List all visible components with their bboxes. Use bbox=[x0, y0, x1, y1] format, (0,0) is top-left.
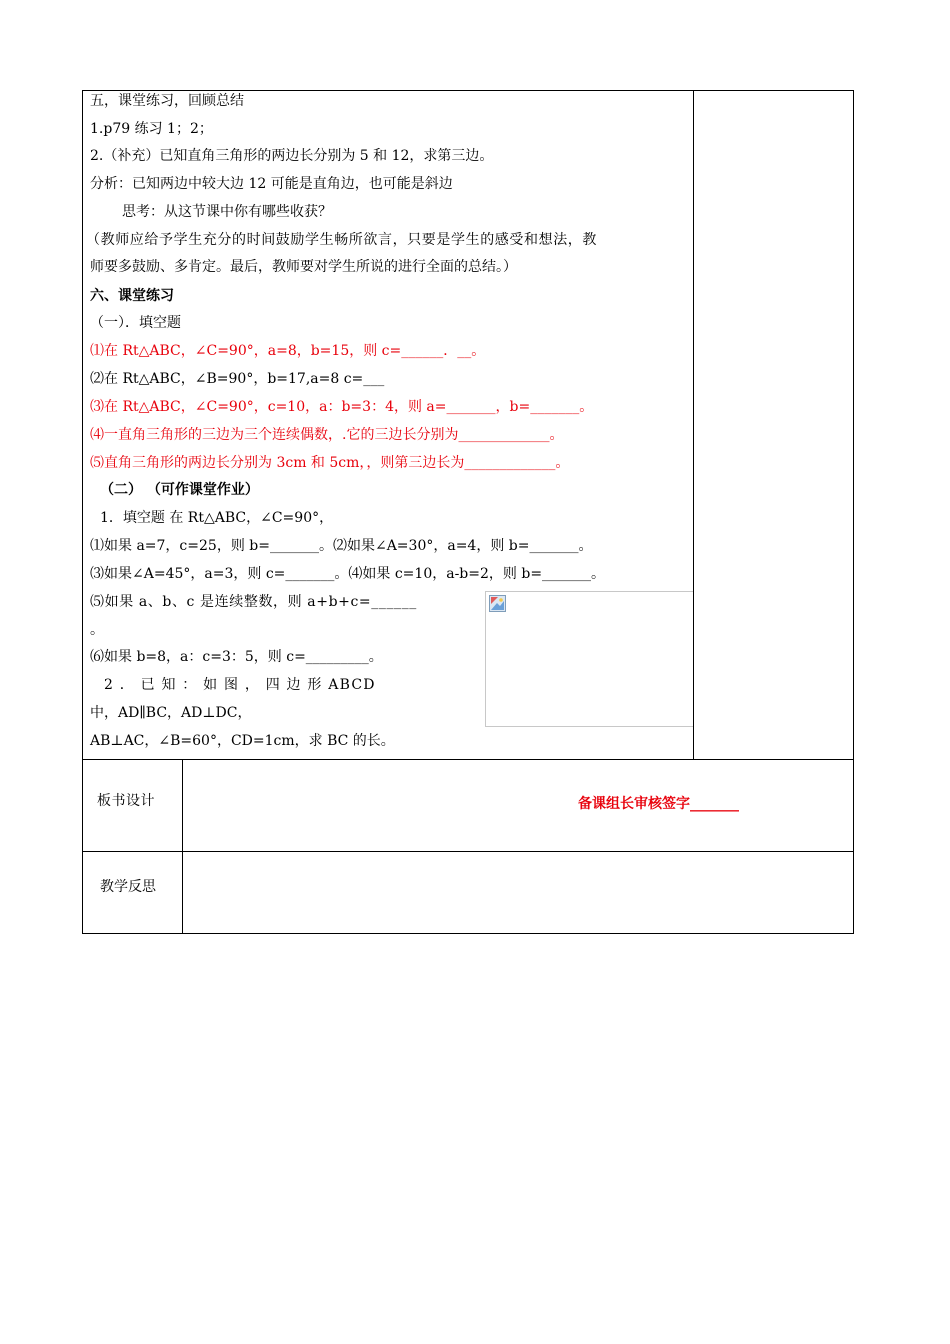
section-five-line-2: 2.（补充）已知直角三角形的两边长分别为 5 和 12，求第三边。 bbox=[90, 148, 494, 164]
section-five-note-2: 师要多鼓励、多肯定。最后，教师要对学生所说的进行全面的总结。） bbox=[90, 259, 517, 275]
exercise-1: ⑴在 Rt△ABC，∠C=90°，a=8，b=15，则 c=______．__。 bbox=[90, 343, 486, 359]
section-five-line-1: 1.p79 练习 1；2； bbox=[90, 121, 213, 137]
homework-3-4: ⑶如果∠A=45°，a=3，则 c=_______。⑷如果 c=10，a-b=2，则 b=_______。 bbox=[90, 566, 606, 582]
board-design-label: 板书设计 bbox=[97, 793, 155, 809]
section-six-subtitle-1: （一）．填空题 bbox=[90, 315, 181, 331]
problem-2-line-1: 2 ． 已 知 ： 如 图 ， 四 边 形 ABCD bbox=[104, 677, 376, 693]
exercise-2: ⑵在 Rt△ABC，∠B=90°，b=17,a=8 c=___ bbox=[90, 371, 385, 387]
homework-heading: 1．填空题 在 Rt△ABC，∠C=90°， bbox=[100, 510, 334, 526]
homework-6: ⑹如果 b=8，a：c=3：5，则 c=_________。 bbox=[90, 649, 383, 665]
exercise-4: ⑷一直角三角形的三边为三个连续偶数，.它的三边长分别为_____________。 bbox=[90, 427, 564, 443]
row-divider-2 bbox=[82, 851, 854, 852]
homework-1-2: ⑴如果 a=7，c=25，则 b=_______。⑵如果∠A=30°，a=4，则 b=_______。 bbox=[90, 538, 593, 554]
section-six-subtitle-2: （二） （可作课堂作业） bbox=[100, 482, 259, 498]
label-column-divider bbox=[182, 759, 183, 934]
section-five-analysis: 分析：已知两边中较大边 12 可能是直角边，也可能是斜边 bbox=[90, 176, 453, 192]
table-border-top bbox=[82, 90, 854, 91]
table-border-left bbox=[82, 90, 83, 934]
homework-5: ⑸如果 a、b、c 是连续整数，则 a+b+c=______ bbox=[90, 594, 417, 610]
teaching-reflection-label: 教学反思 bbox=[100, 879, 156, 895]
section-five-note-1: （教师应给予学生充分的时间鼓励学生畅所欲言，只要是学生的感受和想法，教 bbox=[86, 232, 597, 248]
column-divider-top bbox=[693, 90, 694, 760]
approval-signature: 备课组长审核签字_______ bbox=[578, 796, 739, 812]
section-six-title: 六、课堂练习 bbox=[90, 288, 174, 304]
figure-frame bbox=[485, 591, 693, 727]
homework-5-end: 。 bbox=[90, 622, 104, 638]
section-five-think: 思考：从这节课中你有哪些收获？ bbox=[122, 204, 332, 220]
table-border-bottom bbox=[82, 933, 854, 934]
row-divider-1 bbox=[82, 759, 854, 760]
problem-2-line-3: AB⊥AC，∠B=60°，CD=1cm，求 BC 的长。 bbox=[90, 733, 395, 749]
exercise-3: ⑶在 Rt△ABC，∠C=90°，c=10，a：b=3：4，则 a=_______，b=_______。 bbox=[90, 399, 594, 415]
section-five-title: 五，课堂练习，回顾总结 bbox=[90, 93, 244, 109]
broken-image-icon bbox=[489, 595, 506, 612]
exercise-5: ⑸直角三角形的两边长分别为 3cm 和 5cm，，则第三边长为_____________。 bbox=[90, 455, 570, 471]
problem-2-line-2: 中，AD∥BC，AD⊥DC， bbox=[90, 705, 252, 721]
table-border-right bbox=[853, 90, 854, 934]
